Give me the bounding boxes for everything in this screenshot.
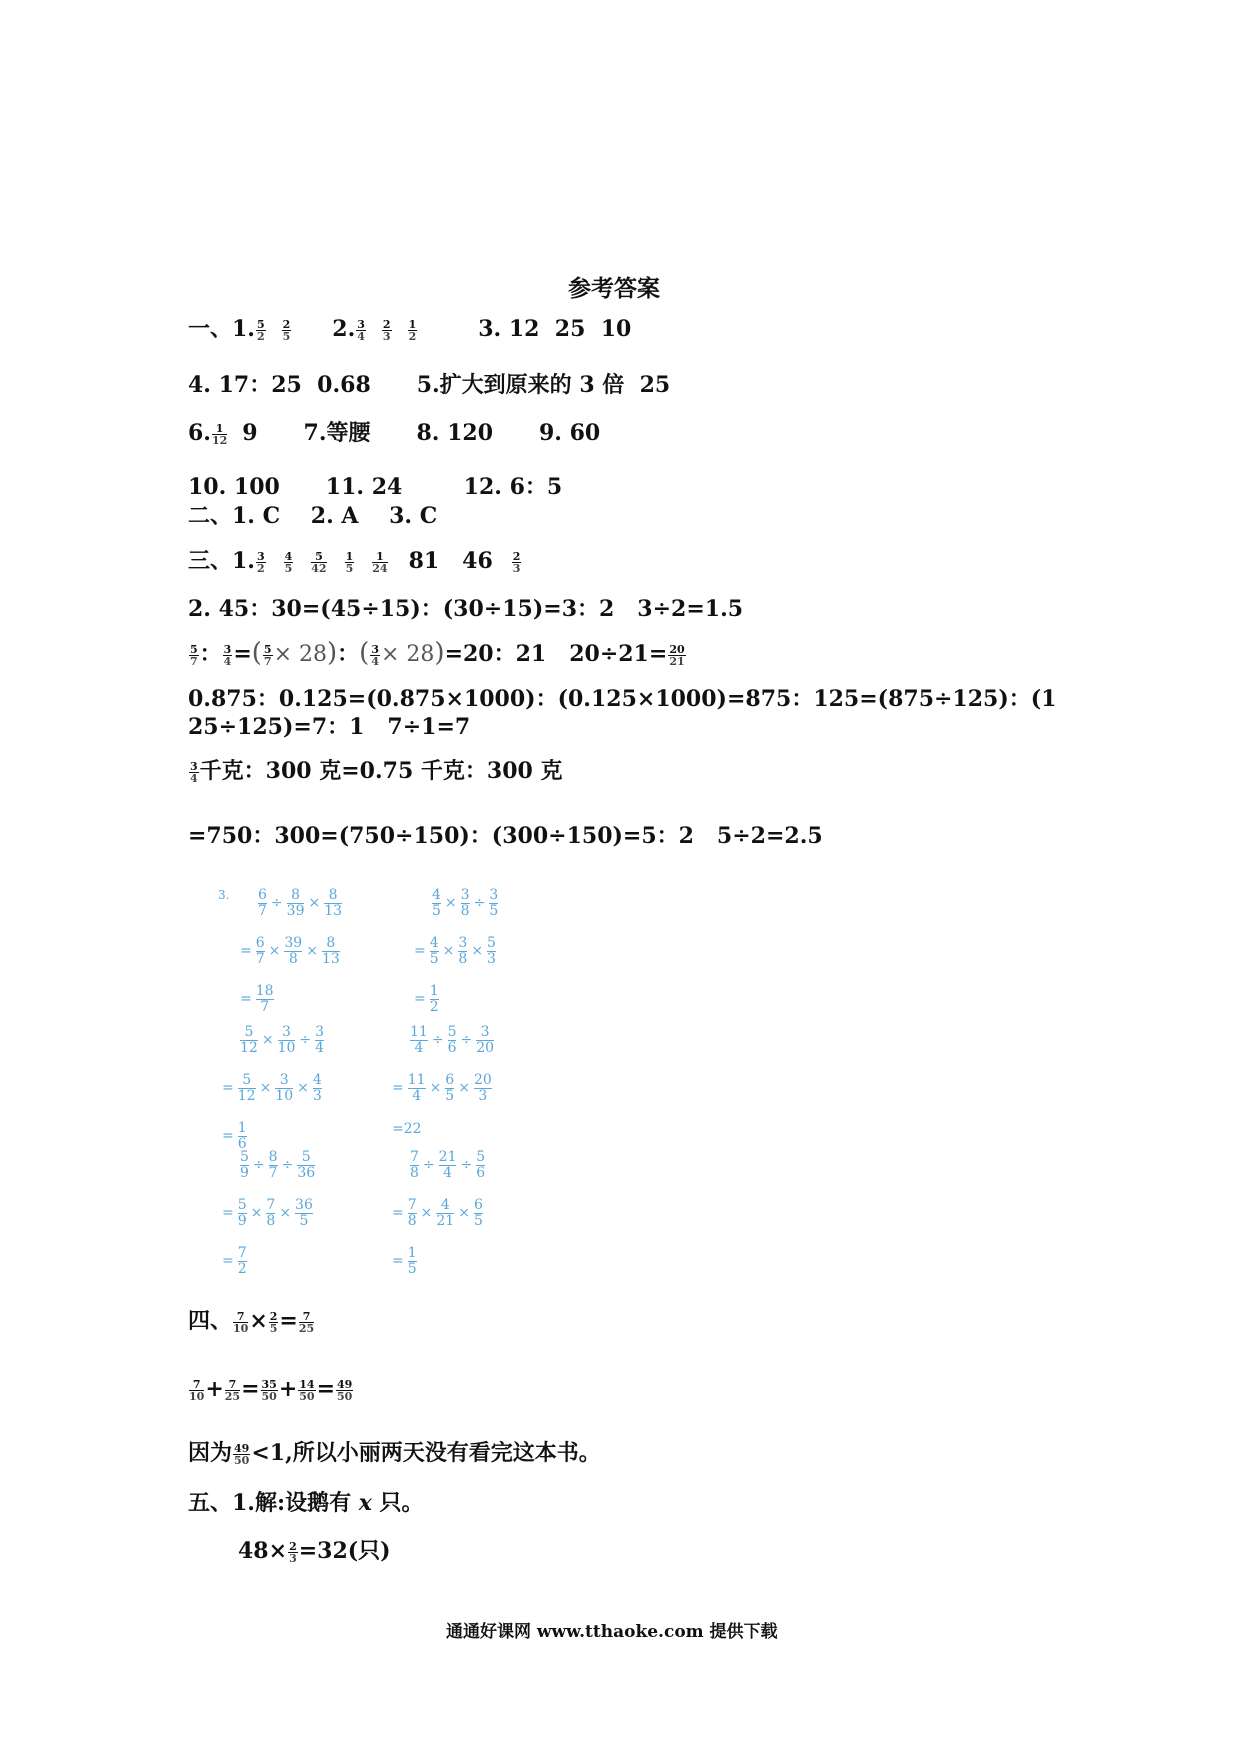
fraction: $\frac{2}{3}$ — [289, 1539, 297, 1565]
equals: = — [233, 641, 252, 667]
calc-fraction: $\frac{8}{7}$ — [268, 1149, 278, 1181]
s3-l1-a: 三、1. — [188, 548, 255, 574]
calc-b3-r2 — [220, 1073, 324, 1103]
calc-fraction: $\frac{4}{5}$ — [432, 887, 441, 919]
calc-operator: ÷ — [422, 1157, 435, 1174]
calc-fraction: $\frac{3}{5}$ — [489, 887, 499, 919]
fraction: $\frac{5}{7}$ — [190, 642, 198, 668]
calc-fraction: $\frac{7}{8}$ — [266, 1197, 276, 1229]
calc-b3-r1 — [238, 1025, 326, 1055]
calc-fraction: $\frac{4}{21}$ — [436, 1197, 455, 1229]
s4-l1-a: 四、 — [188, 1308, 233, 1334]
paren-open: ( — [251, 638, 262, 668]
calc-operator: =22 — [392, 1121, 422, 1137]
calc-fraction: $\frac{20}{3}$ — [473, 1072, 492, 1104]
calc-b1-r3 — [238, 984, 276, 1014]
s5-l1a: 五、1.解:设鹅有 — [188, 1490, 359, 1516]
times: × — [249, 1308, 268, 1334]
calc-operator: = — [392, 1080, 404, 1097]
calc-operator: = — [240, 943, 252, 960]
calc-fraction: $\frac{7}{2}$ — [237, 1245, 247, 1277]
s5-l2-b: =32(只) — [298, 1538, 391, 1564]
s5-line1 — [188, 1492, 424, 1514]
s4-l3-a: 因为 — [188, 1440, 233, 1466]
s4-line2 — [188, 1378, 354, 1402]
fraction: $\frac{1}{5}$ — [345, 549, 354, 575]
calc-operator: ÷ — [299, 1032, 312, 1049]
s3-line4b: 25÷125)=7：1 7÷1=7 — [188, 714, 471, 740]
fraction: $\frac{1}{24}$ — [372, 549, 388, 575]
calc-operator: ÷ — [460, 1032, 473, 1049]
calc-fraction: $\frac{5}{12}$ — [240, 1024, 258, 1056]
calc-operator: × — [250, 1205, 263, 1222]
calc-operator: × — [458, 1080, 470, 1097]
fraction: $\frac{7}{10}$ — [189, 1377, 205, 1403]
fraction: $\frac{2}{3}$ — [382, 317, 391, 343]
calc-operator: × — [261, 1032, 274, 1049]
fraction: $\frac{14}{50}$ — [299, 1377, 315, 1403]
s1-l3-a: 6. — [188, 420, 211, 446]
calc-b5-r1 — [238, 1150, 317, 1180]
s1-line1 — [188, 318, 631, 342]
calc-b5-r2 — [220, 1198, 315, 1228]
s3-l5-text: 千克：300 克=0.75 千克：300 克 — [199, 758, 563, 784]
times-28: × 28 — [273, 642, 327, 667]
s1-line2: 4. 17：25 0.68 5.扩大到原来的 3 倍 25 — [188, 372, 671, 398]
fraction: $\frac{5}{42}$ — [311, 549, 327, 575]
calc-b3-r3 — [220, 1121, 249, 1151]
fraction: $\frac{35}{50}$ — [261, 1377, 277, 1403]
paren-close: ) — [434, 638, 445, 668]
calc-fraction: $\frac{5}{36}$ — [297, 1149, 316, 1181]
calc-fraction: $\frac{3}{8}$ — [458, 935, 468, 967]
s4-line3 — [188, 1442, 601, 1466]
equals: = — [241, 1376, 260, 1402]
calc-operator: × — [429, 1080, 442, 1097]
calc-b5-r3 — [220, 1246, 249, 1276]
calc-fraction: $\frac{6}{7}$ — [255, 935, 265, 967]
calc-b6-r1 — [408, 1150, 487, 1180]
page-title: 参考答案 — [568, 275, 660, 302]
calc-operator: × — [279, 1205, 292, 1222]
calc-operator: ÷ — [460, 1157, 473, 1174]
fraction: $\frac{4}{5}$ — [284, 549, 293, 575]
s4-line1 — [188, 1310, 315, 1334]
s5-l1b: 只。 — [371, 1490, 424, 1516]
calc-operator: × — [268, 943, 281, 960]
calc-fraction: $\frac{5}{6}$ — [476, 1149, 486, 1181]
s1-l1-b: 2. — [332, 316, 356, 342]
s1-l1-c: 3. 12 25 10 — [478, 316, 632, 342]
s1-l1-a: 一、1. — [188, 316, 255, 342]
fraction: $\frac{2}{3}$ — [512, 549, 521, 575]
s3-line3 — [188, 640, 687, 667]
calc-fraction: $\frac{3}{20}$ — [476, 1024, 495, 1056]
calc-fraction: $\frac{3}{8}$ — [460, 887, 470, 919]
calc-fraction: $\frac{6}{7}$ — [258, 887, 267, 919]
calc-operator: ÷ — [252, 1157, 265, 1174]
calc-fraction: $\frac{5}{9}$ — [237, 1197, 247, 1229]
calc-label: 3. — [218, 888, 230, 902]
s3-line4a: 0.875：0.125=(0.875×1000)：(0.125×1000)=875：125=(875÷125)：(1 — [188, 686, 1057, 712]
calc-fraction: $\frac{3}{10}$ — [277, 1024, 296, 1056]
fraction: $\frac{20}{21}$ — [669, 642, 685, 668]
equals: = — [279, 1308, 298, 1334]
calc-fraction: $\frac{4}{3}$ — [312, 1072, 322, 1104]
calc-fraction: $\frac{1}{5}$ — [407, 1245, 417, 1277]
variable-x: x — [358, 1490, 372, 1516]
calc-fraction: $\frac{18}{7}$ — [255, 983, 274, 1015]
calc-fraction: $\frac{7}{8}$ — [410, 1149, 419, 1181]
calc-fraction: $\frac{39}{8}$ — [284, 935, 303, 967]
calc-b6-r3 — [390, 1246, 419, 1276]
calc-operator: = — [222, 1253, 234, 1270]
calc-operator: = — [222, 1080, 234, 1097]
times-28: × 28 — [380, 642, 435, 667]
calc-fraction: $\frac{21}{4}$ — [438, 1149, 457, 1181]
calc-fraction: $\frac{6}{5}$ — [445, 1072, 455, 1104]
calc-fraction: $\frac{5}{6}$ — [447, 1024, 457, 1056]
calc-operator: × — [471, 943, 484, 960]
footer: 通通好课网 www.tthaoke.com 提供下载 — [446, 1622, 778, 1642]
s1-line3 — [188, 422, 600, 446]
calc-operator: × — [442, 943, 455, 960]
s3-l3-rest: =20：21 20÷21= — [444, 641, 668, 667]
calc-b2-r2 — [412, 936, 498, 966]
calc-b2-r1 — [430, 888, 500, 918]
calc-fraction: $\frac{8}{39}$ — [286, 887, 305, 919]
fraction: $\frac{7}{25}$ — [224, 1377, 241, 1403]
calc-operator: × — [420, 1205, 433, 1222]
fraction: $\frac{3}{4}$ — [357, 317, 365, 343]
s4-l3-b: <1,所以小丽两天没有看完这本书。 — [251, 1440, 601, 1466]
fraction: $\frac{3}{2}$ — [256, 549, 265, 575]
calc-fraction: $\frac{3}{10}$ — [275, 1072, 294, 1104]
fraction: $\frac{49}{50}$ — [234, 1441, 250, 1467]
calc-operator: × — [297, 1080, 309, 1097]
plus: + — [205, 1376, 224, 1402]
fraction: $\frac{1}{2}$ — [408, 317, 417, 343]
calc-fraction: $\frac{4}{5}$ — [429, 935, 439, 967]
calc-operator: = — [414, 943, 426, 960]
calc-b2-r3 — [412, 984, 441, 1014]
calc-operator: = — [392, 1253, 404, 1270]
plus: + — [278, 1376, 298, 1402]
fraction: $\frac{1}{12}$ — [211, 421, 228, 447]
calc-fraction: $\frac{11}{4}$ — [407, 1072, 426, 1104]
fraction: $\frac{2}{5}$ — [269, 1309, 278, 1335]
colon: ： — [199, 641, 222, 667]
fraction: $\frac{5}{2}$ — [256, 317, 265, 343]
calc-operator: = — [414, 991, 426, 1008]
s3-line1 — [188, 550, 522, 574]
calc-operator: = — [222, 1205, 234, 1222]
fraction: $\frac{3}{4}$ — [371, 642, 379, 668]
calc-b4-r1 — [408, 1025, 496, 1055]
paren-open: ( — [359, 638, 370, 668]
calc-operator: = — [240, 991, 252, 1008]
s3-line5 — [188, 760, 563, 784]
calc-operator: ÷ — [431, 1032, 444, 1049]
calc-fraction: $\frac{1}{2}$ — [429, 983, 439, 1015]
colon: ： — [337, 641, 360, 667]
fraction: $\frac{3}{4}$ — [223, 642, 232, 668]
calc-fraction: $\frac{7}{8}$ — [407, 1197, 417, 1229]
s3-line6: =750：300=(750÷150)：(300÷150)=5：2 5÷2=2.5 — [188, 823, 823, 849]
equals: = — [316, 1376, 335, 1402]
calc-operator: = — [222, 1128, 234, 1145]
s1-l3-b: 9 7.等腰 8. 120 9. 60 — [242, 420, 601, 446]
calc-b1-r2 — [238, 936, 342, 966]
s1-line4: 10. 100 11. 24 12. 6：5 — [188, 474, 563, 500]
fraction: $\frac{7}{10}$ — [233, 1309, 249, 1335]
s2-line: 二、1. C 2. A 3. C — [188, 503, 438, 529]
calc-operator: = — [392, 1205, 404, 1222]
calc-fraction: $\frac{3}{4}$ — [315, 1024, 325, 1056]
calc-fraction: $\frac{5}{9}$ — [240, 1149, 249, 1181]
calc-operator: × — [306, 943, 318, 960]
calc-b4-r3 — [390, 1121, 424, 1137]
calc-fraction: $\frac{5}{3}$ — [487, 935, 496, 967]
calc-fraction: $\frac{6}{5}$ — [473, 1197, 483, 1229]
calc-b4-r2 — [390, 1073, 494, 1103]
s5-line2 — [238, 1540, 391, 1564]
fraction: $\frac{5}{7}$ — [263, 642, 272, 668]
fraction: $\frac{2}{5}$ — [282, 317, 291, 343]
fraction: $\frac{3}{4}$ — [190, 759, 198, 785]
calc-b1-r1 — [256, 888, 344, 918]
calc-operator: × — [444, 895, 457, 912]
s5-l2-a: 48× — [238, 1538, 288, 1564]
fraction: $\frac{7}{25}$ — [298, 1309, 315, 1335]
calc-operator: ÷ — [473, 895, 486, 912]
calc-fraction: $\frac{5}{12}$ — [237, 1072, 256, 1104]
calc-operator: ÷ — [270, 895, 283, 912]
s3-line2: 2. 45：30=(45÷15)：(30÷15)=3：2 3÷2=1.5 — [188, 596, 744, 622]
calc-operator: × — [458, 1205, 470, 1222]
calc-fraction: $\frac{8}{13}$ — [321, 935, 340, 967]
paren-close: ) — [327, 638, 338, 668]
calc-operator: × — [259, 1080, 272, 1097]
calc-fraction: $\frac{8}{13}$ — [324, 887, 343, 919]
calc-fraction: $\frac{11}{4}$ — [410, 1024, 428, 1056]
calc-b6-r2 — [390, 1198, 485, 1228]
calc-fraction: $\frac{1}{6}$ — [237, 1120, 247, 1152]
calc-operator: ÷ — [281, 1157, 294, 1174]
s3-l1-b: 81 46 — [408, 548, 493, 574]
fraction: $\frac{49}{50}$ — [337, 1377, 353, 1403]
calc-operator: × — [308, 895, 321, 912]
calc-fraction: $\frac{36}{5}$ — [295, 1197, 313, 1229]
